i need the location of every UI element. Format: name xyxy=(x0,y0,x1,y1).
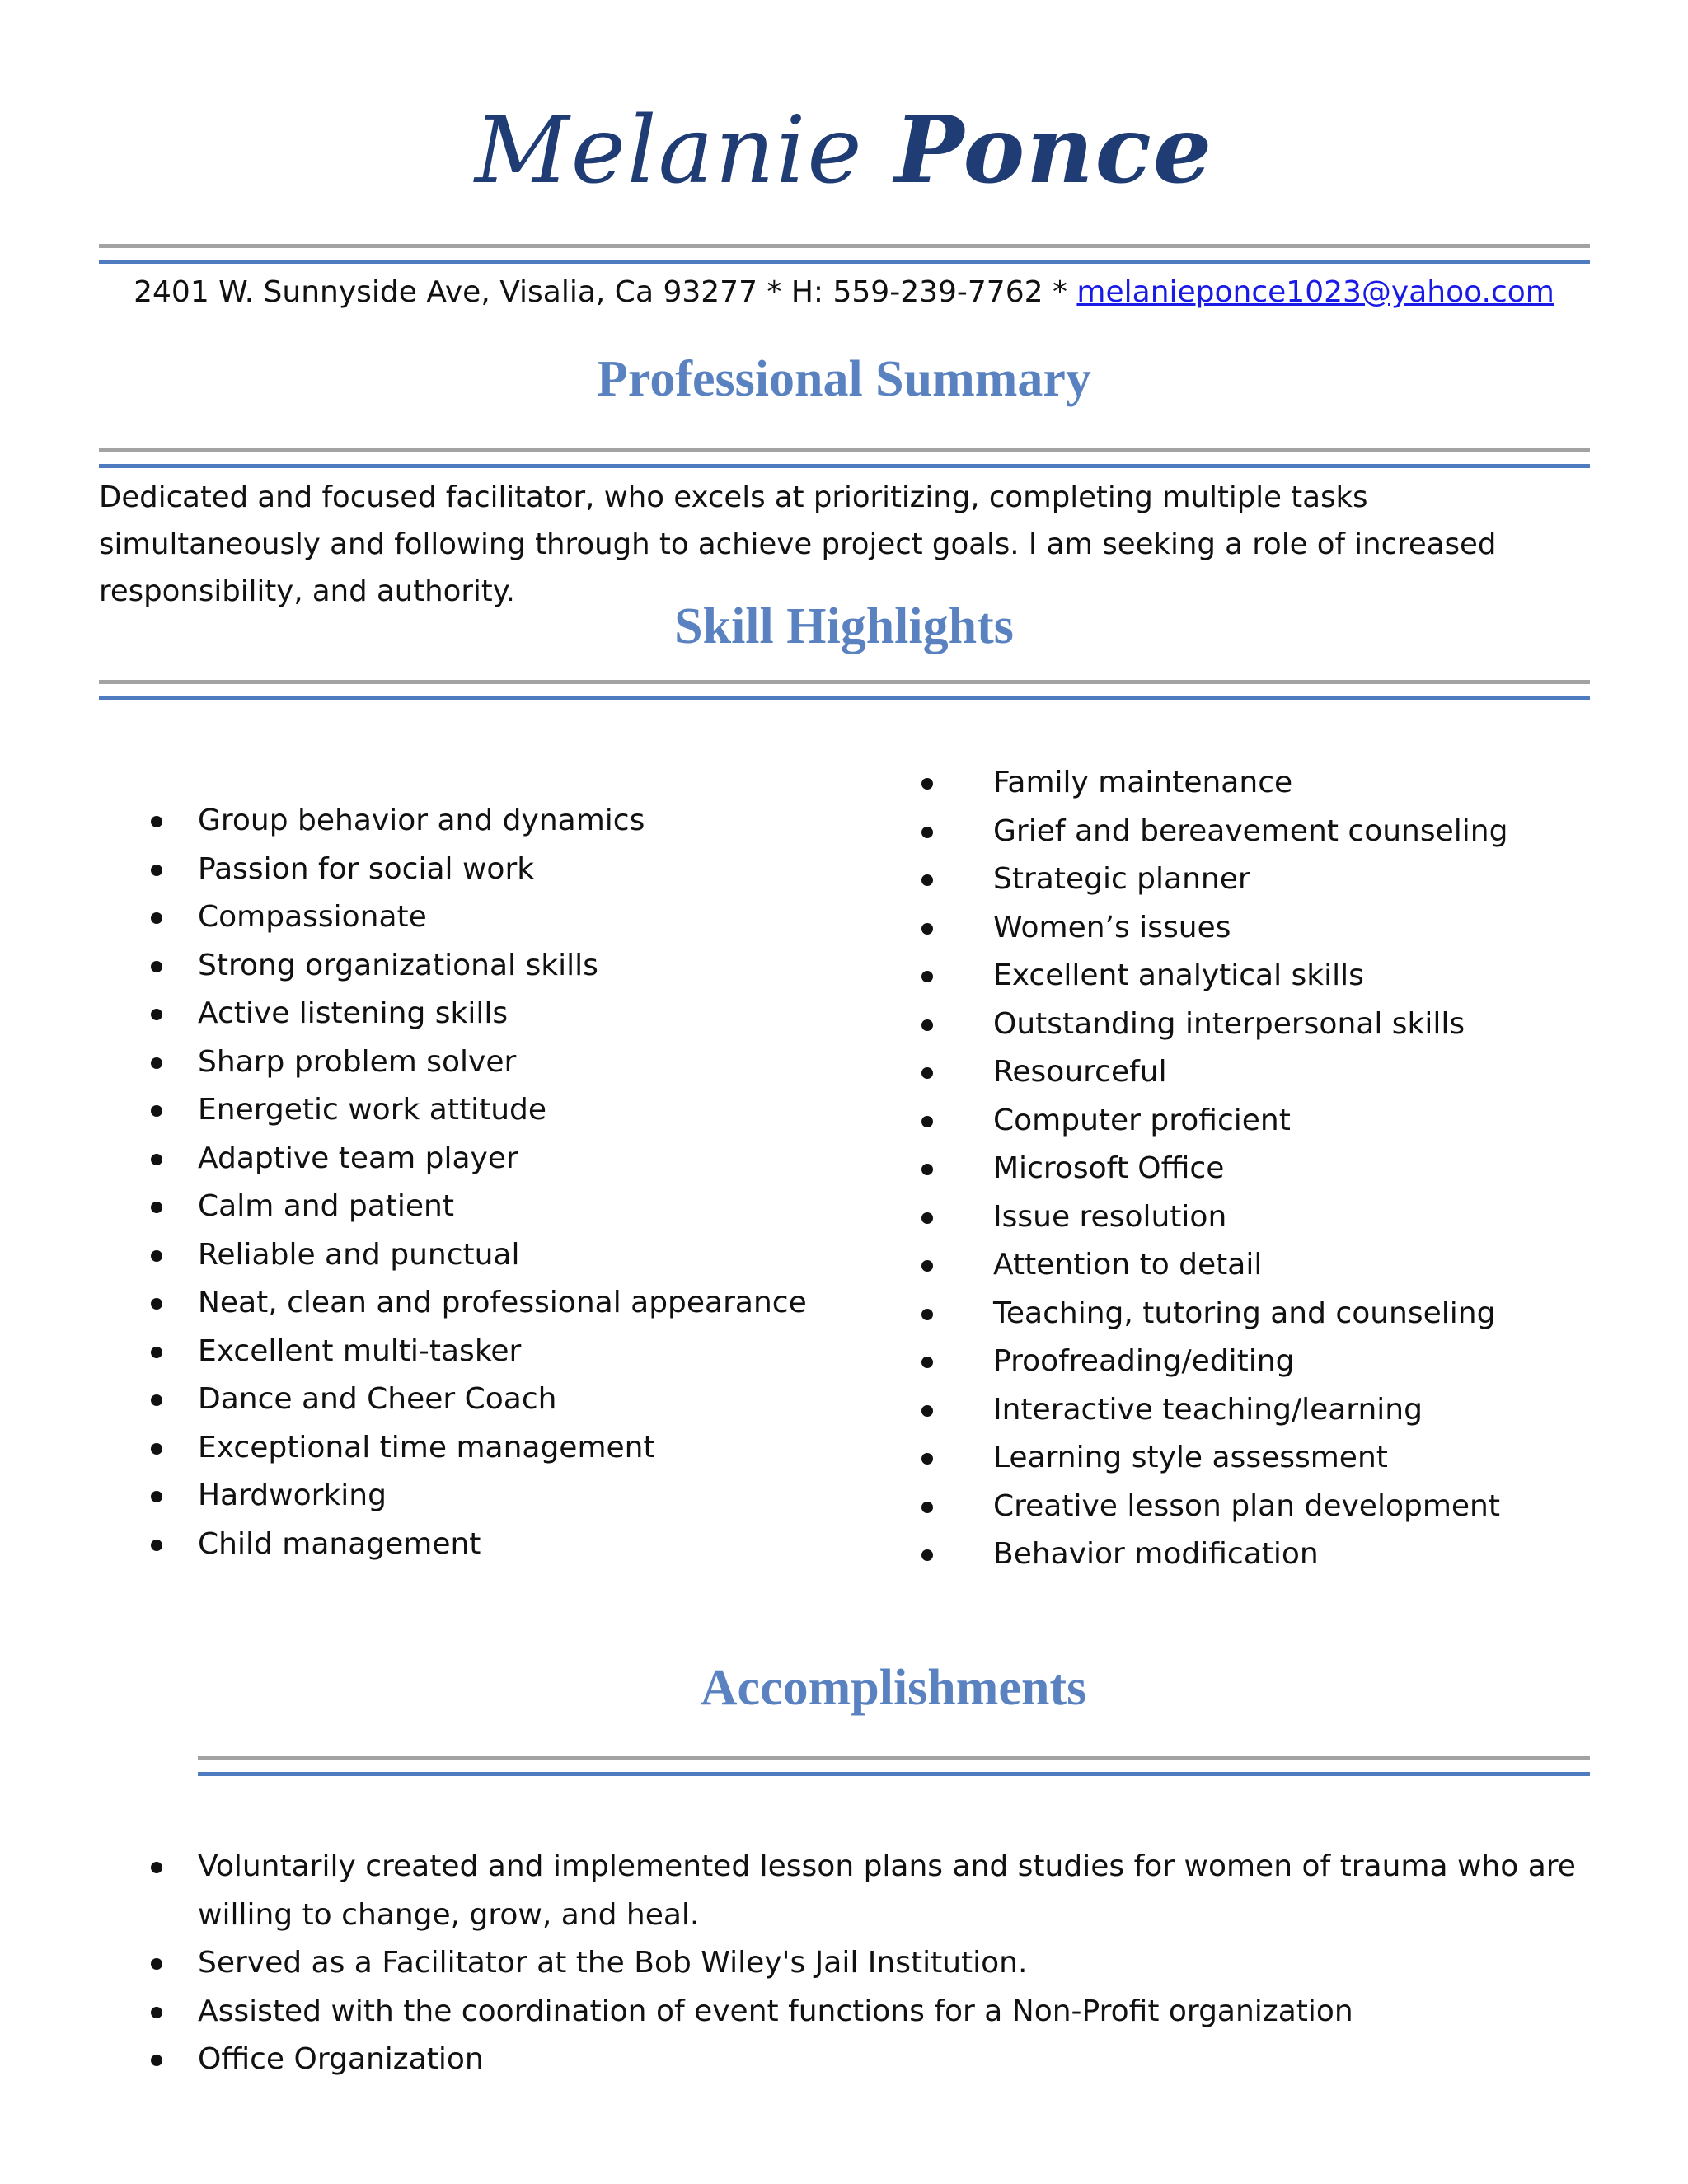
skills-heading: Skill Highlights xyxy=(674,598,1014,654)
skill-item: Excellent multi-tasker xyxy=(99,1328,857,1376)
accomplishments-divider xyxy=(198,1756,1590,1776)
skill-item: Active listening skills xyxy=(99,990,857,1038)
email-link[interactable]: melanieponce1023@yahoo.com xyxy=(1076,275,1554,309)
first-name: Melanie xyxy=(474,97,864,204)
skill-item: Resourceful xyxy=(894,1048,1636,1097)
header-divider xyxy=(99,244,1590,264)
contact-line xyxy=(0,272,1688,313)
accomplishment-item: Office Organization xyxy=(99,2036,1591,2084)
skill-item: Energetic work attitude xyxy=(99,1086,857,1135)
skill-item: Neat, clean and professional appearance xyxy=(99,1279,857,1328)
skill-item: Strategic planner xyxy=(894,855,1636,904)
skill-item: Creative lesson plan development xyxy=(894,1483,1636,1531)
skill-item: Hardworking xyxy=(99,1472,857,1521)
accomplishment-item: Assisted with the coordination of event functions for a Non-Profit organization xyxy=(99,1988,1591,2036)
summary-text: Dedicated and focused facilitator, who excels at prioritizing, completing multiple tasks simultaneously and following through to achieve project goals. I am seeking a role of increased responsibility, and authority. xyxy=(99,480,1497,608)
accomplishments-list xyxy=(99,1843,1591,2084)
skill-item: Calm and patient xyxy=(99,1183,857,1231)
accomplishments-heading: Accomplishments xyxy=(700,1660,1087,1716)
skill-item: Women’s issues xyxy=(894,904,1636,953)
skill-item: Family maintenance xyxy=(894,759,1636,808)
skill-item: Teaching, tutoring and counseling xyxy=(894,1290,1636,1338)
skills-list-right xyxy=(894,759,1636,1579)
skill-item: Computer proficient xyxy=(894,1097,1636,1146)
skill-item: Child management xyxy=(99,1521,857,1569)
last-name: Ponce xyxy=(894,96,1214,204)
skill-item: Compassionate xyxy=(99,893,857,942)
accomplishment-item: Served as a Facilitator at the Bob Wiley's Jail Institution. xyxy=(99,1939,1591,1988)
skill-item: Sharp problem solver xyxy=(99,1038,857,1087)
skill-item: Microsoft Office xyxy=(894,1145,1636,1193)
skill-item: Interactive teaching/learning xyxy=(894,1386,1636,1435)
skill-item: Attention to detail xyxy=(894,1241,1636,1290)
skill-item: Exceptional time management xyxy=(99,1424,857,1473)
skill-item: Dance and Cheer Coach xyxy=(99,1376,857,1424)
skill-item: Behavior modification xyxy=(894,1530,1636,1579)
candidate-name xyxy=(0,89,1688,213)
skill-item: Proofreading/editing xyxy=(894,1338,1636,1386)
accomplishment-item: Voluntarily created and implemented lesson plans and studies for women of trauma who are willing to change, grow, and heal. xyxy=(99,1843,1591,1939)
skill-item: Passion for social work xyxy=(99,846,857,894)
skill-item: Reliable and punctual xyxy=(99,1231,857,1280)
skills-divider xyxy=(99,680,1590,700)
skill-item: Excellent analytical skills xyxy=(894,952,1636,1001)
skill-item: Outstanding interpersonal skills xyxy=(894,1001,1636,1049)
skill-item: Grief and bereavement counseling xyxy=(894,808,1636,856)
summary-heading: Professional Summary xyxy=(597,351,1091,407)
skills-list-left xyxy=(99,797,857,1568)
skill-item: Learning style assessment xyxy=(894,1434,1636,1483)
skill-item: Issue resolution xyxy=(894,1193,1636,1242)
address-phone: 2401 W. Sunnyside Ave, Visalia, Ca 93277 * H: 559-239-7762 * xyxy=(134,275,1077,309)
skill-item: Adaptive team player xyxy=(99,1135,857,1183)
skill-item: Strong organizational skills xyxy=(99,942,857,991)
skill-item: Group behavior and dynamics xyxy=(99,797,857,846)
summary-divider xyxy=(99,448,1590,468)
